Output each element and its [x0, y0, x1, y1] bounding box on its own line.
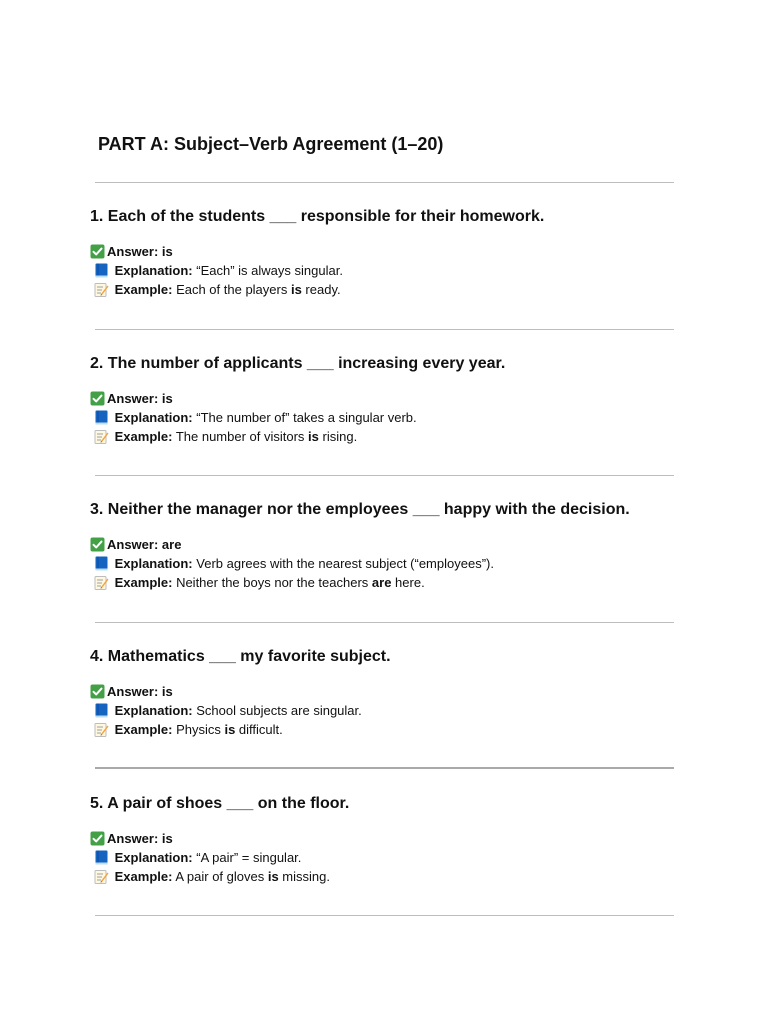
question-1 — [90, 207, 730, 299]
example-text-end: difficult. — [235, 722, 283, 737]
answer-label: Answer: — [107, 537, 159, 552]
answer-value: is — [161, 831, 173, 846]
answer-line — [90, 535, 730, 554]
explanation-text: “A pair” = singular. — [196, 850, 302, 865]
example-line — [94, 427, 730, 446]
example-line — [94, 573, 730, 592]
question-4 — [90, 647, 730, 739]
answer-line — [90, 389, 730, 408]
example-label: Example: — [114, 575, 173, 590]
answer-value: are — [161, 537, 182, 552]
divider — [95, 622, 674, 623]
divider — [95, 182, 674, 183]
answer-value: is — [161, 684, 173, 699]
explanation-label: Explanation: — [114, 850, 193, 865]
example-keyword: is — [308, 429, 319, 444]
blue-book-icon — [94, 263, 109, 278]
divider — [95, 475, 674, 476]
answer-label: Answer: — [107, 391, 159, 406]
example-keyword: is — [267, 869, 279, 884]
question-2 — [90, 354, 730, 446]
question-text: 3. Neither the manager nor the employees ___ happy with the decision. — [90, 501, 630, 518]
explanation-label: Explanation: — [114, 410, 193, 425]
explanation-label: Explanation: — [114, 263, 193, 278]
example-keyword: is — [224, 722, 236, 737]
memo-icon — [94, 722, 109, 737]
explanation-text: “The number of” takes a singular verb. — [196, 410, 417, 425]
explanation-label: Explanation: — [114, 703, 193, 718]
example-text-end: missing. — [278, 869, 330, 884]
check-mark-button-icon — [90, 391, 105, 406]
question-text: 1. Each of the students ___ responsible for their homework. — [90, 208, 545, 225]
example-text-start: Neither the boys nor the teachers — [176, 575, 372, 590]
explanation-line — [94, 848, 730, 867]
example-keyword: is — [290, 282, 302, 297]
example-text-start: Each of the players — [176, 282, 291, 297]
memo-icon — [94, 869, 109, 884]
example-line — [94, 280, 730, 299]
example-label: Example: — [114, 429, 173, 444]
example-text-end: here. — [391, 575, 425, 590]
example-label: Example: — [114, 282, 173, 297]
example-text-end: ready. — [301, 282, 341, 297]
answer-line — [90, 682, 730, 701]
question-text: 4. Mathematics ___ my favorite subject. — [90, 648, 391, 665]
memo-icon — [94, 575, 109, 590]
answer-value: is — [161, 391, 173, 406]
question-5 — [90, 794, 730, 886]
example-keyword: are — [371, 575, 392, 590]
example-text-start: Physics — [176, 722, 225, 737]
explanation-text: “Each” is always singular. — [196, 263, 343, 278]
explanation-text: Verb agrees with the nearest subject (“employees”). — [196, 556, 494, 571]
answer-label: Answer: — [107, 244, 159, 259]
divider — [95, 915, 674, 916]
blue-book-icon — [94, 850, 109, 865]
question-text: 2. The number of applicants ___ increasing every year. — [90, 355, 506, 372]
answer-value: is — [161, 244, 173, 259]
example-text-end: rising. — [318, 429, 358, 444]
answer-label: Answer: — [107, 684, 159, 699]
blue-book-icon — [94, 556, 109, 571]
check-mark-button-icon — [90, 537, 105, 552]
memo-icon — [94, 429, 109, 444]
check-mark-button-icon — [90, 831, 105, 846]
divider — [95, 329, 674, 330]
explanation-line — [94, 408, 730, 427]
example-line — [94, 867, 730, 886]
explanation-line — [94, 554, 730, 573]
explanation-label: Explanation: — [114, 556, 193, 571]
blue-book-icon — [94, 703, 109, 718]
divider — [95, 767, 674, 769]
question-3 — [90, 500, 730, 592]
blue-book-icon — [94, 410, 109, 425]
example-line — [94, 720, 730, 739]
explanation-line — [94, 701, 730, 720]
example-label: Example: — [114, 722, 173, 737]
example-label: Example: — [114, 869, 173, 884]
answer-label: Answer: — [107, 831, 159, 846]
answer-line — [90, 242, 730, 261]
memo-icon — [94, 282, 109, 297]
explanation-text: School subjects are singular. — [196, 703, 362, 718]
explanation-line — [94, 261, 730, 280]
check-mark-button-icon — [90, 684, 105, 699]
example-text-start: The number of visitors — [175, 429, 309, 444]
page-title: PART A: Subject–Verb Agreement (1–20) — [98, 134, 444, 154]
question-text: 5. A pair of shoes ___ on the floor. — [90, 795, 350, 812]
answer-line — [90, 829, 730, 848]
check-mark-button-icon — [90, 244, 105, 259]
example-text-start: A pair of gloves — [175, 869, 268, 884]
